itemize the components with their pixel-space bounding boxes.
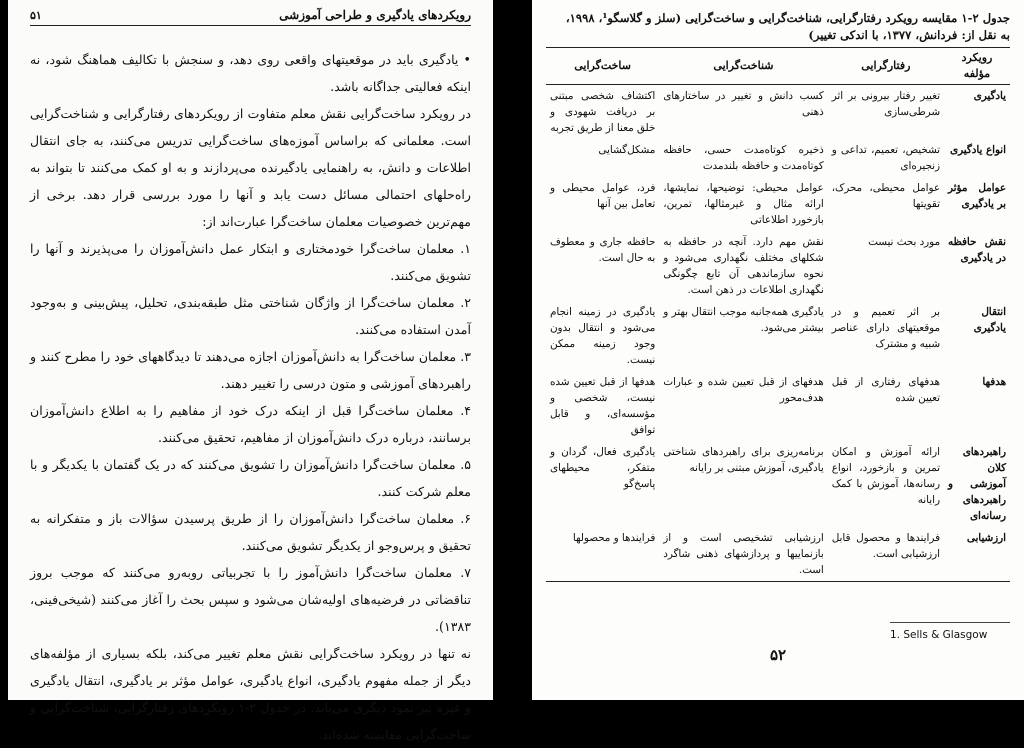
list-item: ۲. معلمان ساخت‌گرا از واژگان شناختی مثل طبقه‌بندی، تحلیل، پیش‌بینی و به‌وجود آمدن استفاده می‌کنند. <box>30 295 471 337</box>
table-cell: هدفها از قبل تعیین شده نیست، شخصی و مؤسسه‌ای، و قابل توافق <box>550 376 656 436</box>
table-cell: فرد، عوامل محیطی و تعامل بین آنها <box>550 182 656 210</box>
table-cell: مشکل‌گشایی <box>598 144 656 156</box>
table-row <box>546 85 1010 140</box>
row-header: راهبردهای کلان آموزشی و راهبردهای رسانه‌ای <box>948 446 1006 522</box>
left-page <box>8 0 493 742</box>
table-cell: عوامل محیطی: توضیحها، نمایشها، ارائه مثال و غیرمثالها، تمرین، بازخورد اطلاعاتی <box>663 182 824 226</box>
list-item: ۶. معلمان ساخت‌گرا دانش‌آموزان را از طریق پرسیدن سؤالات باز و متفکرانه به تحقیق و پرس‌وجو از یکدیگر تشویق می‌کنند. <box>30 511 471 553</box>
table-row <box>546 301 1010 371</box>
row-header: ارزشیابی <box>944 527 1010 582</box>
table-cell: هدفهای رفتاری از قبل تعیین شده <box>831 376 940 404</box>
right-page <box>532 0 1024 700</box>
table-row <box>546 371 1010 441</box>
paragraph: نه تنها در رویکرد ساخت‌گرایی نقش معلم تغییر می‌کند، بلکه بسیاری از مؤلفه‌های دیگر از جمله مفهوم یادگیری، انواع یادگیری، عوامل مؤثر بر یادگیری، انتقال یادگیری و غیره نیز نمود دیگری می‌یابد. در جدول ۲-۱ رویکردهای رفتارگرایی، شناخت‌گرایی و ساخت‌گرایی مقایسه شده‌اند. <box>30 646 471 742</box>
table-cell: اکتشاف شخصی مبتنی بر دریافت شهودی و خلق معنا از طریق تجربه <box>550 90 656 134</box>
table-cell: بر اثر تعمیم و در موقعیتهای دارای عناصر شبیه و مشترک <box>831 306 940 350</box>
list-item: ۵. معلمان ساخت‌گرا دانش‌آموزان را تشویق می‌کنند که در یک گفتمان با یکدیگر و با معلم شرکت کنند. <box>30 457 471 499</box>
header-page-number: ۵۱ <box>30 9 42 22</box>
table-cell: نقش مهم دارد. آنچه در حافظه به شکلهای مختلف نگهداری می‌شود و نحوه سازماندهی آن تابع چگونگی نگهداری اطلاعات در ذهن است. <box>663 236 824 296</box>
table-cell: ارزشیابی تشخیصی است و از بازنماییها و پردازشهای ذهنی شاگرد است. <box>659 527 827 582</box>
table-caption <box>546 10 1010 44</box>
table-row <box>546 527 1010 582</box>
caption-line: جدول ۲-۱ مقایسه رویکرد رفتارگرایی، شناخت‌گرایی و ساخت‌گرایی (سلز و گلاسگو¹، ۱۹۹۸، <box>565 11 1010 25</box>
table-row <box>546 139 1010 177</box>
table-cell: کسب دانش و تغییر در ساختارهای ذهنی <box>663 90 824 118</box>
footnote: 1. Sells & Glasgow <box>890 622 1010 641</box>
column-header: ساخت‌گرایی <box>546 48 659 85</box>
table-cell: فرایندها و محصولها <box>546 527 659 582</box>
paragraph: در رویکرد ساخت‌گرایی نقش معلم متفاوت از رویکردهای رفتارگرایی و شناخت‌گرایی است. معلمانی که براساس آموزه‌های ساخت‌گرایی تدریس می‌کنند، به جای انتقال اطلاعات و دانش، به راهنمایی یادگیرنده می‌پردازند و به او کمک می‌کنند تا بتواند به راه‌حلهای احتمالی مسائل دست یابد و آنها را مورد بررسی قرار دهد. برخی از مهم‌ترین خصوصیات معلمان ساخت‌گرا عبارت‌اند از: <box>30 106 471 229</box>
table-cell: تغییر رفتار بیرونی بر اثر شرطی‌سازی <box>831 90 940 118</box>
table-row <box>546 441 1010 527</box>
column-header: رویکرد مؤلفه <box>944 48 1010 85</box>
column-header: رفتارگرایی <box>828 48 944 85</box>
table-row <box>546 231 1010 301</box>
list-item: ۳. معلمان ساخت‌گرا به دانش‌آموزان اجازه می‌دهند تا دیدگاههای خود را مطرح کنند و راهبردهای آموزشی و متون درسی را تغییر دهند. <box>30 349 471 391</box>
caption-line: به نقل از: فردانش، ۱۳۷۷، با اندکی تغییر) <box>808 28 1010 42</box>
list-item: ۷. معلمان ساخت‌گرا دانش‌آموز را با تجربیاتی روبه‌رو می‌کنند که موجب بروز تناقضاتی در فرضیه‌های اولیه‌شان می‌شود و سپس بحث را آغاز می‌کنند (شیخی‌فینی، ۱۳۸۳). <box>30 565 471 634</box>
table-cell: عوامل محیطی، محرک، تقویتها <box>831 182 940 210</box>
table-cell: برنامه‌ریزی برای راهبردهای شناختی یادگیری، آموزش مبتنی بر رایانه <box>663 446 824 474</box>
comparison-table <box>546 47 1010 582</box>
table-header-row <box>546 48 1010 85</box>
row-header: انواع یادگیری <box>950 144 1006 156</box>
table-cell: مورد بحث نیست <box>868 236 940 248</box>
table-cell: یادگیری همه‌جانبه موجب انتقال بهتر و بیشتر می‌شود. <box>663 306 824 334</box>
body-text <box>30 46 471 748</box>
page-number: ۵۲ <box>769 646 787 664</box>
running-header <box>30 8 471 26</box>
table-row <box>546 177 1010 231</box>
row-header: نقش حافظه در یادگیری <box>948 236 1006 264</box>
row-header: عوامل مؤثر بر یادگیری <box>948 182 1006 210</box>
table-cell: یادگیری در زمینه انجام می‌شود و انتقال بدون وجود زمینه ممکن نیست. <box>550 306 656 366</box>
row-header: هدفها <box>982 376 1006 388</box>
row-header: انتقال یادگیری <box>973 306 1006 334</box>
table-cell: تشخیص، تعمیم، تداعی و زنجیره‌ای <box>831 144 940 172</box>
list-item: ۴. معلمان ساخت‌گرا قبل از اینکه درک خود از مفاهیم را به اطلاع دانش‌آموزان برسانند، درباره درک دانش‌آموزان از مفاهیم، تحقیق می‌کنند. <box>30 403 471 445</box>
table-cell: ذخیره کوتاه‌مدت حسی، حافظه کوتاه‌مدت و حافظه بلندمدت <box>663 144 824 172</box>
table-cell: هدفهای از قبل تعیین شده و عبارات هدف‌محور <box>663 376 824 404</box>
list-item: ۱. معلمان ساخت‌گرا خودمختاری و ابتکار عمل دانش‌آموزان را می‌پذیرند و آنها را تشویق می‌کنند. <box>30 241 471 283</box>
table-cell: ارائه آموزش و امکان تمرین و بازخورد، انواع رسانه‌ها، آموزش با کمک رایانه <box>831 446 940 506</box>
paragraph: • یادگیری باید در موقعیتهای واقعی روی دهد، و سنجش با تکالیف هماهنگ شود، نه اینکه فعالیتی جداگانه باشد. <box>30 52 471 94</box>
column-header: شناخت‌گرایی <box>659 48 827 85</box>
table-cell: حافظه جاری و معطوف به حال است. <box>550 236 656 264</box>
header-title: رویکردهای یادگیری و طراحی آموزشی <box>279 8 471 22</box>
table-cell: یادگیری فعال، گردان و متفکر، محیطهای پاسخ‌گو <box>550 446 656 490</box>
table-cell: فرایندها و محصول قابل ارزشیابی است. <box>828 527 944 582</box>
row-header: یادگیری <box>973 90 1006 102</box>
